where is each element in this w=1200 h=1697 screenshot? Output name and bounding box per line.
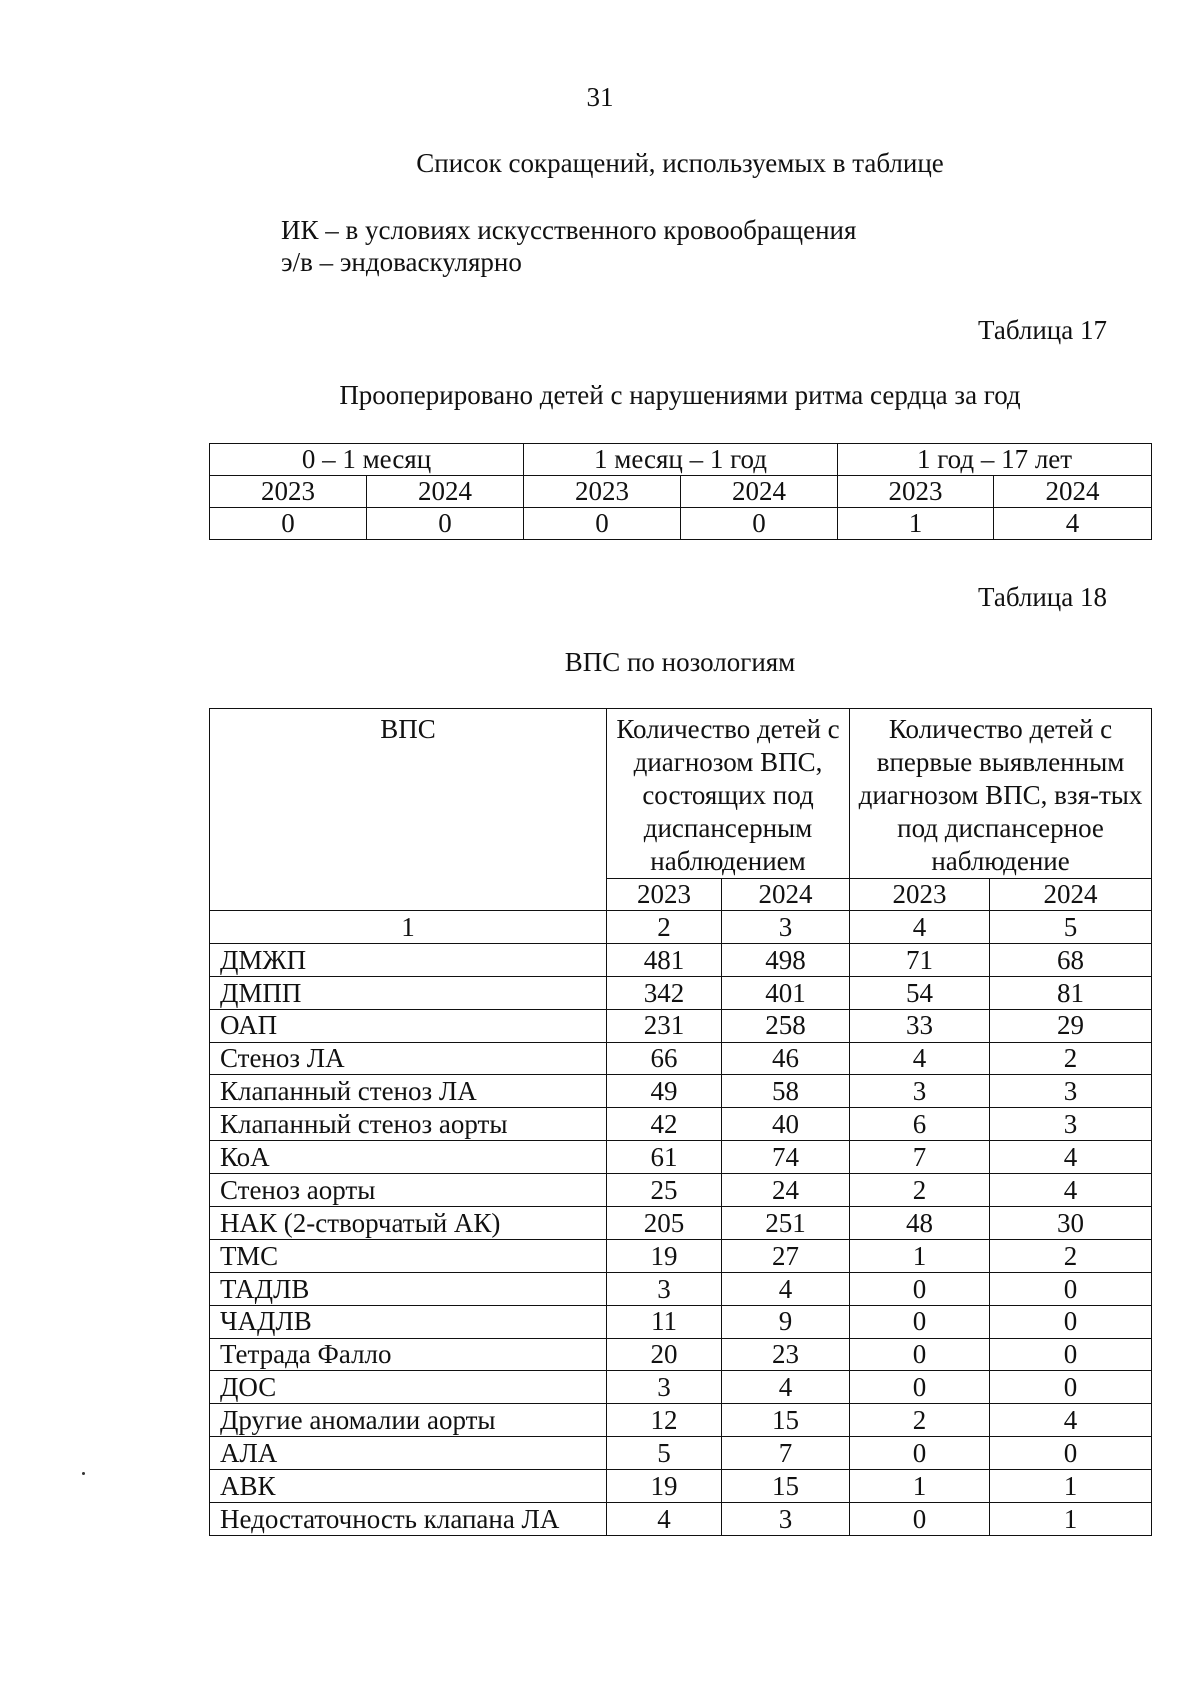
row-value: 81 [990, 976, 1152, 1009]
row-value: 4 [850, 1042, 990, 1075]
row-value: 27 [722, 1239, 850, 1272]
row-value: 4 [722, 1371, 850, 1404]
table17-year: 2023 [524, 476, 681, 508]
row-value: 25 [607, 1174, 722, 1207]
row-value: 205 [607, 1207, 722, 1240]
table17-value-row [210, 508, 1152, 540]
row-value: 498 [722, 943, 850, 976]
row-value: 71 [850, 943, 990, 976]
page-number: 31 [586, 82, 614, 112]
row-name: ДОС [210, 1371, 607, 1404]
row-name: Клапанный стеноз ЛА [210, 1075, 607, 1108]
row-name: ТМС [210, 1239, 607, 1272]
row-value: 9 [722, 1305, 850, 1338]
row-value: 29 [990, 1009, 1152, 1042]
abbreviation-ik: ИК – в условиях искусственного кровообращения [281, 215, 857, 245]
table-row [210, 1305, 1152, 1338]
table-row [210, 1239, 1152, 1272]
table18-number-row [210, 911, 1152, 944]
row-value: 3 [850, 1075, 990, 1108]
row-value: 0 [990, 1338, 1152, 1371]
row-value: 1 [990, 1470, 1152, 1503]
row-value: 2 [850, 1404, 990, 1437]
table17-year-row [210, 476, 1152, 508]
row-value: 33 [850, 1009, 990, 1042]
row-value: 4 [607, 1503, 722, 1536]
table17-value: 0 [681, 508, 838, 540]
row-value: 0 [850, 1338, 990, 1371]
table-row [210, 1371, 1152, 1404]
table-row [210, 1272, 1152, 1305]
table18-col-number: 3 [722, 911, 850, 944]
table18-year: 2023 [850, 879, 990, 911]
table17-value: 0 [210, 508, 367, 540]
row-value: 3 [607, 1272, 722, 1305]
row-name: ОАП [210, 1009, 607, 1042]
row-value: 20 [607, 1338, 722, 1371]
row-value: 15 [722, 1404, 850, 1437]
table-row [210, 1503, 1152, 1536]
row-value: 231 [607, 1009, 722, 1042]
table18-col-registered: Количество детей с диагнозом ВПС, состоящих под диспансерным наблюдением [607, 709, 850, 879]
row-value: 5 [607, 1437, 722, 1470]
abbreviations-title: Список сокращений, используемых в таблице [416, 148, 944, 178]
table-row [210, 1174, 1152, 1207]
row-value: 0 [990, 1437, 1152, 1470]
table18-label: Таблица 18 [978, 582, 1107, 612]
table-row [210, 1404, 1152, 1437]
row-value: 42 [607, 1108, 722, 1141]
row-value: 0 [990, 1272, 1152, 1305]
row-value: 251 [722, 1207, 850, 1240]
row-value: 1 [850, 1239, 990, 1272]
row-name: Стеноз ЛА [210, 1042, 607, 1075]
row-value: 66 [607, 1042, 722, 1075]
table18-col-number: 5 [990, 911, 1152, 944]
table18-col-number: 1 [210, 911, 607, 944]
table17-year: 2024 [994, 476, 1152, 508]
row-value: 58 [722, 1075, 850, 1108]
row-value: 46 [722, 1042, 850, 1075]
table-row [210, 1108, 1152, 1141]
row-value: 24 [722, 1174, 850, 1207]
table-row [210, 1042, 1152, 1075]
row-value: 0 [850, 1305, 990, 1338]
table18-col-number: 2 [607, 911, 722, 944]
table17-year: 2024 [681, 476, 838, 508]
row-value: 342 [607, 976, 722, 1009]
row-name: Стеноз аорты [210, 1174, 607, 1207]
row-value: 19 [607, 1239, 722, 1272]
table17-value: 1 [838, 508, 994, 540]
table18-year: 2023 [607, 879, 722, 911]
table-row [210, 943, 1152, 976]
row-name: Тетрада Фалло [210, 1338, 607, 1371]
row-value: 23 [722, 1338, 850, 1371]
row-value: 4 [990, 1404, 1152, 1437]
row-value: 61 [607, 1141, 722, 1174]
row-name: АЛА [210, 1437, 607, 1470]
row-value: 3 [990, 1108, 1152, 1141]
table18-year: 2024 [990, 879, 1152, 911]
row-value: 19 [607, 1470, 722, 1503]
row-value: 481 [607, 943, 722, 976]
table-row [210, 1437, 1152, 1470]
table-row [210, 1141, 1152, 1174]
row-value: 4 [722, 1272, 850, 1305]
table17-group: 0 – 1 месяц [210, 444, 524, 476]
row-value: 3 [990, 1075, 1152, 1108]
row-value: 30 [990, 1207, 1152, 1240]
table17-year: 2023 [210, 476, 367, 508]
row-name: Недостаточность клапана ЛА [210, 1503, 607, 1536]
row-value: 0 [990, 1371, 1152, 1404]
row-name: КоА [210, 1141, 607, 1174]
row-value: 2 [850, 1174, 990, 1207]
row-value: 7 [722, 1437, 850, 1470]
row-name: НАК (2-створчатый АК) [210, 1207, 607, 1240]
row-value: 4 [990, 1141, 1152, 1174]
row-value: 2 [990, 1239, 1152, 1272]
row-value: 1 [990, 1503, 1152, 1536]
table-row [210, 976, 1152, 1009]
row-value: 12 [607, 1404, 722, 1437]
table17-group-row [210, 444, 1152, 476]
table18-col-number: 4 [850, 911, 990, 944]
table18-col-new: Количество детей с впервые выявленным диагнозом ВПС, взя-тых под диспансерное наблюдение [850, 709, 1152, 879]
row-name: ЧАДЛВ [210, 1305, 607, 1338]
row-value: 2 [990, 1042, 1152, 1075]
table-row [210, 1470, 1152, 1503]
table-row [210, 1009, 1152, 1042]
row-value: 0 [850, 1503, 990, 1536]
row-value: 7 [850, 1141, 990, 1174]
table17-value: 4 [994, 508, 1152, 540]
table18-header [209, 708, 1152, 911]
row-value: 4 [990, 1174, 1152, 1207]
row-value: 0 [850, 1272, 990, 1305]
row-value: 48 [850, 1207, 990, 1240]
row-value: 40 [722, 1108, 850, 1141]
scan-speck [82, 1472, 85, 1475]
row-name: Другие аномалии аорты [210, 1404, 607, 1437]
row-value: 0 [990, 1305, 1152, 1338]
row-value: 1 [850, 1470, 990, 1503]
table17 [209, 443, 1152, 540]
row-value: 401 [722, 976, 850, 1009]
table18-year: 2024 [722, 879, 850, 911]
table17-value: 0 [524, 508, 681, 540]
table17-label: Таблица 17 [978, 315, 1107, 345]
row-value: 15 [722, 1470, 850, 1503]
table18-body [209, 910, 1152, 1536]
row-name: ДМЖП [210, 943, 607, 976]
row-value: 258 [722, 1009, 850, 1042]
table-row [210, 1075, 1152, 1108]
row-value: 49 [607, 1075, 722, 1108]
row-value: 54 [850, 976, 990, 1009]
abbreviation-ev: э/в – эндоваскулярно [281, 247, 522, 277]
row-name: ТАДЛВ [210, 1272, 607, 1305]
row-value: 68 [990, 943, 1152, 976]
row-value: 6 [850, 1108, 990, 1141]
table-row [210, 1338, 1152, 1371]
table17-group: 1 месяц – 1 год [524, 444, 838, 476]
row-value: 3 [722, 1503, 850, 1536]
table17-year: 2024 [367, 476, 524, 508]
table17-title: Прооперировано детей с нарушениями ритма сердца за год [339, 380, 1021, 410]
table17-group: 1 год – 17 лет [838, 444, 1152, 476]
row-name: ДМПП [210, 976, 607, 1009]
row-name: АВК [210, 1470, 607, 1503]
row-name: Клапанный стеноз аорты [210, 1108, 607, 1141]
row-value: 11 [607, 1305, 722, 1338]
table18-header-row [210, 709, 1152, 879]
row-value: 0 [850, 1371, 990, 1404]
table17-value: 0 [367, 508, 524, 540]
table18-title: ВПС по нозологиям [564, 647, 796, 677]
row-value: 74 [722, 1141, 850, 1174]
table18-col-vps: ВПС [210, 709, 607, 911]
table17-year: 2023 [838, 476, 994, 508]
row-value: 3 [607, 1371, 722, 1404]
row-value: 0 [850, 1437, 990, 1470]
table-row [210, 1207, 1152, 1240]
